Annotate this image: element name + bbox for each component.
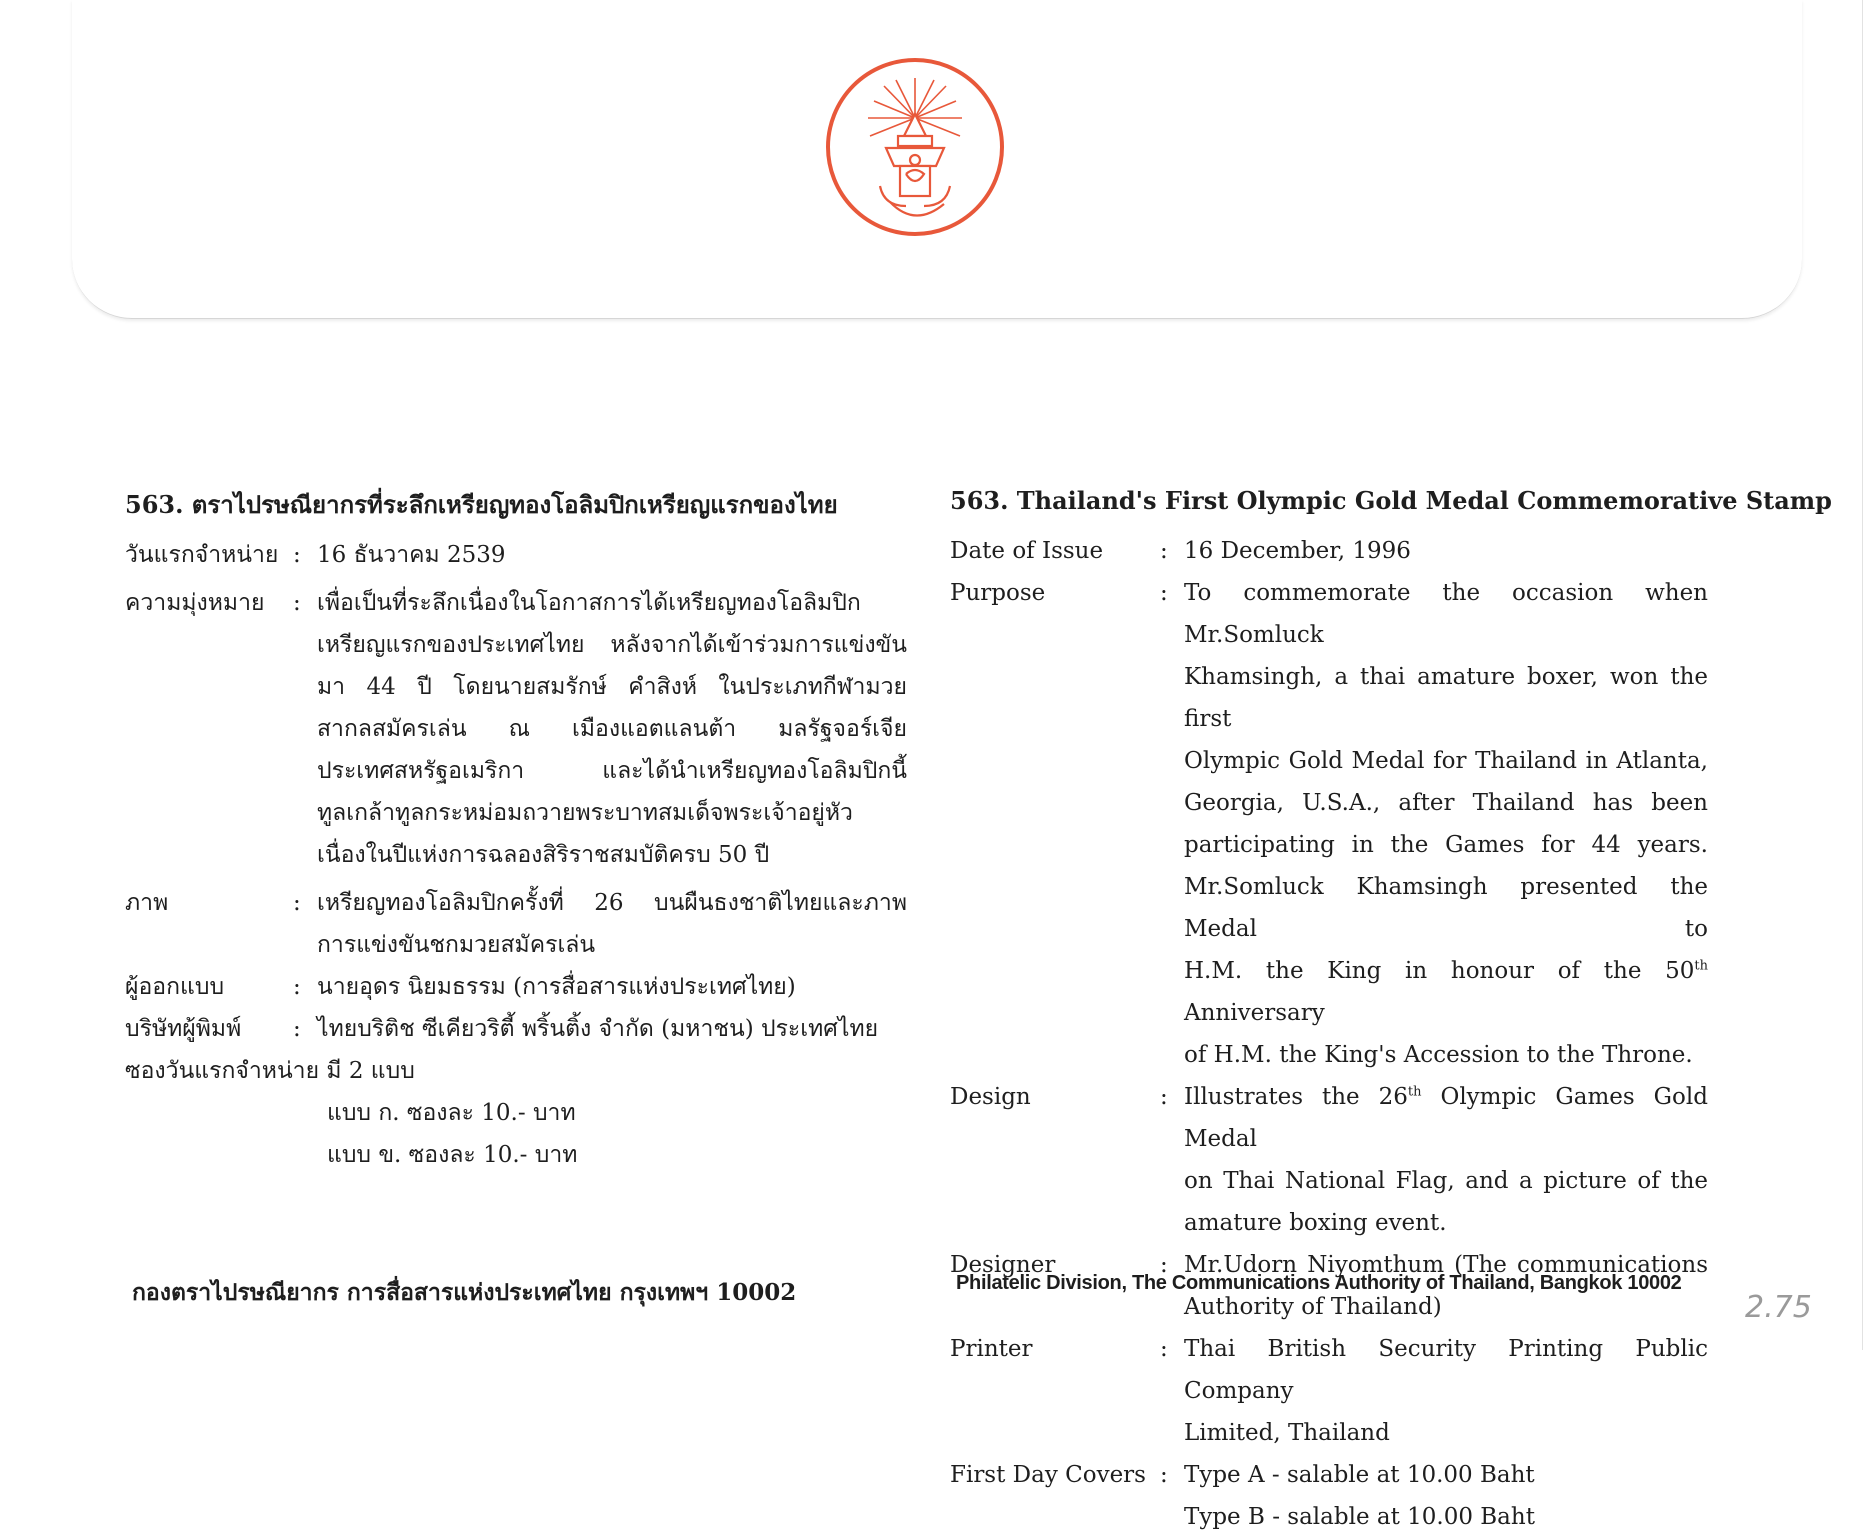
eng-designer-line: Authority of Thailand) [1184, 1294, 1442, 1320]
eng-printer-line: Thai British Security Printing Public Company [1184, 1336, 1708, 1404]
eng-design-value [1184, 1076, 1708, 1244]
colon: : [293, 590, 301, 616]
eng-purpose-line [1184, 950, 1708, 1034]
eng-fdc-row [950, 1454, 1708, 1538]
thai-issue-value: 16 ธันวาคม 2539 [317, 542, 506, 568]
eng-purpose-row [950, 572, 1708, 1076]
thai-purpose-line: สากลสมัครเล่น ณ เมืองแอตแลนต้า มลรัฐจอร์เจีย [317, 716, 907, 742]
royal-emblem-icon [824, 56, 1006, 238]
colon: : [1160, 1336, 1168, 1362]
eng-design-label: Design [950, 1084, 1031, 1110]
eng-printer-row [950, 1328, 1708, 1454]
thai-purpose-value [317, 582, 907, 876]
eng-design-line: on Thai National Flag, and a picture of the [1184, 1168, 1708, 1194]
colon: : [1160, 1084, 1168, 1110]
eng-fdc-label: First Day Covers [950, 1462, 1146, 1488]
thai-fdc-b: แบบ ข. ซองละ 10.- บาท [327, 1142, 578, 1168]
eng-design-line [1184, 1076, 1708, 1160]
thai-column [125, 484, 907, 1176]
thai-designer-value: นายอุดร นิยมธรรม (การสื่อสารแห่งประเทศไทย) [317, 974, 796, 1000]
thai-footer: กองตราไปรษณียากร การสื่อสารแห่งประเทศไทย กรุงเทพฯ 10002 [132, 1279, 797, 1306]
eng-fdc-value [1184, 1454, 1708, 1538]
eng-text: Olympic Games Gold Medal [1184, 1084, 1708, 1152]
eng-text: Illustrates the 26 [1184, 1084, 1408, 1110]
envelope-edge [1862, 0, 1875, 1350]
colon: : [293, 1016, 301, 1042]
eng-purpose-line: participating in the Games for 44 years. [1184, 832, 1708, 858]
thai-printer-value: ไทยบริติช ซีเคียวริตี้ พริ้นติ้ง จำกัด (มหาชน) ประเทศไทย [317, 1016, 879, 1042]
eng-purpose-line: Mr.Somluck Khamsingh presented the Medal to [1184, 874, 1708, 942]
thai-purpose-row [125, 582, 907, 876]
colon: : [293, 974, 301, 1000]
thai-design-value [317, 882, 907, 966]
ordinal-suffix: th [1407, 1084, 1422, 1100]
eng-text: H.M. the King in honour of the 50 [1184, 958, 1695, 984]
eng-purpose-line: Georgia, U.S.A., after Thailand has been [1184, 790, 1708, 816]
eng-text: Anniversary [1184, 1000, 1325, 1026]
eng-purpose-line: of H.M. the King's Accession to the Throne. [1184, 1042, 1693, 1068]
colon: : [293, 890, 301, 916]
thai-printer-label: บริษัทผู้พิมพ์ [125, 1016, 242, 1042]
eng-purpose-value [1184, 572, 1708, 1076]
eng-designer-label: Designer [950, 1252, 1056, 1278]
english-footer: Philatelic Division, The Communications Authority of Thailand, Bangkok 10002 [956, 1272, 1682, 1294]
colon: : [1160, 580, 1168, 606]
eng-printer-line: Limited, Thailand [1184, 1420, 1390, 1446]
thai-purpose-line: มา 44 ปี โดยนายสมรักษ์ คำสิงห์ ในประเภทกีฬามวย [317, 674, 907, 700]
eng-issue-value: 16 December, 1996 [1184, 538, 1411, 564]
thai-fdc-a: แบบ ก. ซองละ 10.- บาท [327, 1100, 576, 1126]
eng-design-row [950, 1076, 1708, 1244]
thai-purpose-label: ความมุ่งหมาย [125, 590, 265, 616]
thai-designer-row [125, 966, 907, 1008]
eng-issue-label: Date of Issue [950, 538, 1104, 564]
thai-design-line: การแข่งขันชกมวยสมัครเล่น [317, 932, 596, 958]
eng-purpose-line: To commemorate the occasion when Mr.Somluck [1184, 580, 1708, 648]
thai-fdc-label: ซองวันแรกจำหน่าย มี 2 แบบ [125, 1058, 415, 1084]
thai-purpose-line: ประเทศสหรัฐอเมริกา และได้นำเหรียญทองโอลิมปิกนี้ [317, 758, 907, 784]
thai-purpose-line: เนื่องในปีแห่งการฉลองสิริราชสมบัติครบ 50 ปี [317, 842, 770, 868]
colon: : [293, 542, 301, 568]
thai-printer-row [125, 1008, 907, 1050]
thai-designer-label: ผู้ออกแบบ [125, 974, 225, 1000]
colon: : [1160, 1462, 1168, 1488]
colon: : [1160, 1252, 1168, 1278]
eng-purpose-label: Purpose [950, 580, 1046, 606]
eng-fdc-a: Type A - salable at 10.00 Baht [1184, 1462, 1535, 1488]
colon: : [1160, 538, 1168, 564]
eng-designer-line: Mr.Udorn Niyomthum (The communications [1184, 1252, 1708, 1278]
eng-design-line: amature boxing event. [1184, 1210, 1447, 1236]
thai-purpose-line: เหรียญแรกของประเทศไทย หลังจากได้เข้าร่วมการแข่งขัน [317, 632, 907, 658]
thai-title: 563. ตราไปรษณียากรที่ระลึกเหรียญทองโอลิมปิกเหรียญแรกของไทย [125, 490, 838, 519]
thai-issue-row [125, 534, 907, 576]
thai-design-label: ภาพ [125, 890, 169, 916]
thai-design-row [125, 882, 907, 966]
thai-issue-label: วันแรกจำหน่าย [125, 542, 279, 568]
english-title: 563. Thailand's First Olympic Gold Medal Commemorative Stamp [950, 486, 1832, 515]
ordinal-suffix: th [1694, 958, 1708, 974]
pencil-price-note: 2.75 [1745, 1290, 1812, 1325]
eng-printer-label: Printer [950, 1336, 1033, 1362]
eng-printer-value [1184, 1328, 1708, 1454]
eng-purpose-line: Olympic Gold Medal for Thailand in Atlanta, [1184, 748, 1708, 774]
thai-design-line: เหรียญทองโอลิมปิกครั้งที่ 26 บนผืนธงชาติไทยและภาพ [317, 890, 907, 916]
thai-purpose-line: ทูลเกล้าทูลกระหม่อมถวายพระบาทสมเด็จพระเจ้าอยู่หัว [317, 800, 853, 826]
eng-issue-row [950, 530, 1708, 572]
thai-purpose-line: เพื่อเป็นที่ระลึกเนื่องในโอกาสการได้เหรียญทองโอลิมปิก [317, 590, 861, 616]
eng-fdc-b: Type B - salable at 10.00 Baht [1184, 1504, 1535, 1530]
eng-purpose-line: Khamsingh, a thai amature boxer, won the first [1184, 664, 1708, 732]
